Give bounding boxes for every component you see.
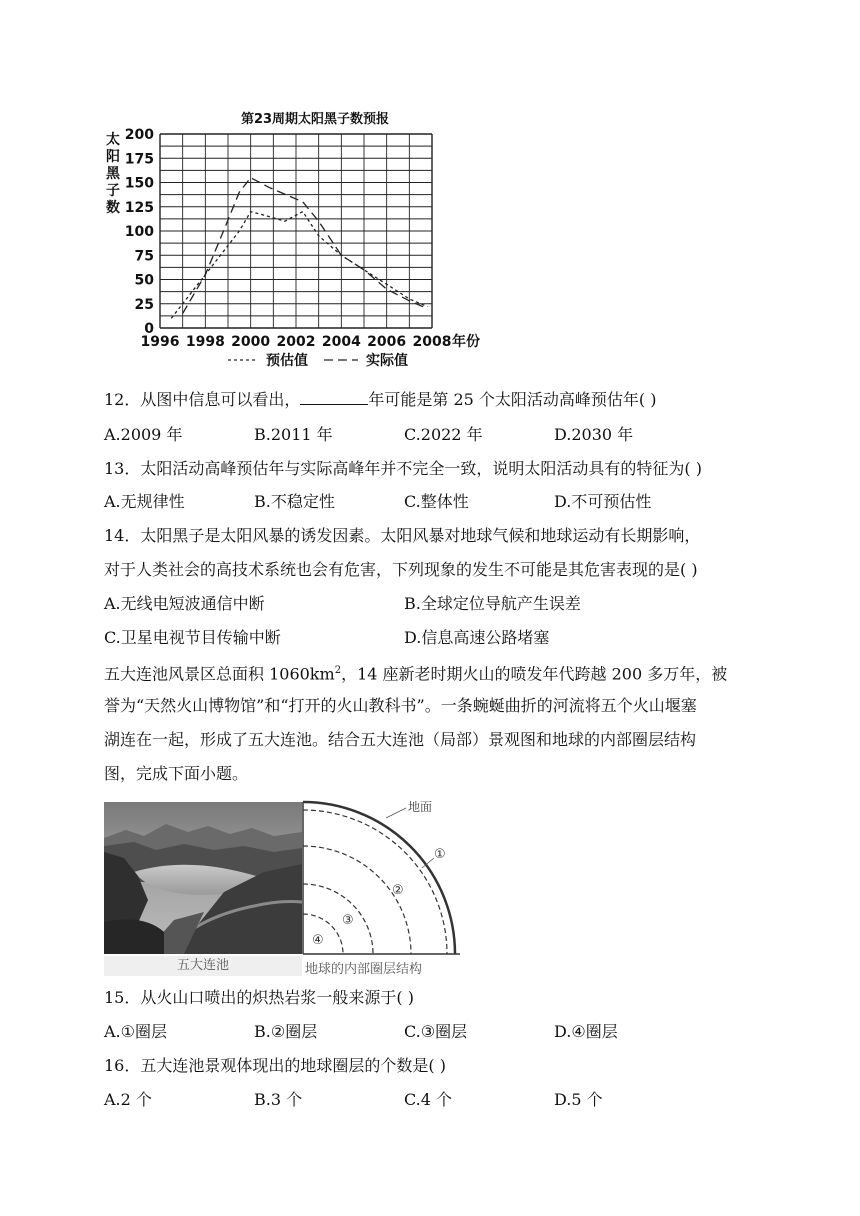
- layer-4-label: ④: [312, 933, 324, 948]
- question-12-stem: [104, 390, 656, 410]
- earth-structure-diagram: [302, 798, 462, 978]
- y-tick-label: 75: [134, 248, 154, 265]
- passage-line1: [104, 661, 754, 684]
- legend-label-estimate: 预估值: [266, 353, 308, 369]
- passage-line2: 誉为“天然火山博物馆”和“打开的火山教科书”。一条蜿蜒曲折的河流将五个火山堰塞: [104, 696, 697, 715]
- q14-option-a: A.无线电短波通信中断: [104, 594, 265, 613]
- passage-line4: 图，完成下面小题。: [104, 764, 249, 783]
- question-16-stem: 16．五大连池景观体现出的地球圈层的个数是( ): [104, 1056, 446, 1075]
- answer-blank: [300, 390, 368, 405]
- earth-caption: 地球的内部圈层结构: [305, 962, 423, 977]
- layer-2-label: ②: [392, 883, 404, 898]
- x-tick-label: 2002: [276, 334, 316, 350]
- x-tick-label: 1998: [185, 334, 225, 350]
- q12-stem-post: 年可能是第 25 个太阳活动高峰预估年( ): [368, 390, 657, 409]
- passage-line1-pre: 五大连池风景区总面积 1060km: [104, 664, 335, 684]
- q15-option-b: B.②圈层: [254, 1022, 318, 1041]
- x-tick-label: 2006: [367, 334, 407, 350]
- q15-option-c: C.③圈层: [404, 1022, 468, 1041]
- y-tick-label: 125: [124, 199, 154, 216]
- landscape-image: [104, 802, 302, 954]
- photo-caption: 五大连池: [104, 956, 302, 976]
- y-tick-label: 50: [134, 272, 154, 289]
- layer-3-label: ③: [342, 913, 354, 928]
- y-tick-label: 150: [124, 175, 154, 192]
- q12-option-a: A.2009 年: [104, 425, 183, 444]
- q14-option-c: C.卫星电视节目传输中断: [104, 628, 281, 647]
- q13-option-d: D.不可预估性: [554, 492, 652, 511]
- x-axis-label: 年份: [452, 334, 480, 350]
- q14-option-d: D.信息高速公路堵塞: [404, 628, 550, 647]
- legend-label-actual: 实际值: [366, 353, 408, 369]
- chart-plot: [100, 104, 490, 380]
- passage-line3: 湖连在一起，形成了五大连池。结合五大连池（局部）景观图和地球的内部圈层结构: [104, 730, 697, 749]
- question-13-stem: 13．太阳活动高峰预估年与实际高峰年并不完全一致，说明太阳活动具有的特征为( ): [104, 459, 702, 478]
- x-tick-label: 2008: [412, 334, 452, 350]
- q15-option-d: D.④圈层: [554, 1022, 618, 1041]
- x-tick-label: 1996: [140, 334, 180, 350]
- q12-option-c: C.2022 年: [404, 425, 483, 444]
- q16-option-d: D.5 个: [554, 1090, 603, 1109]
- q16-option-c: C.4 个: [404, 1090, 453, 1109]
- q14-option-b: B.全球定位导航产生误差: [404, 594, 581, 613]
- q16-option-b: B.3 个: [254, 1090, 303, 1109]
- question-14-stem-line2: 对于人类社会的高技术系统也会有危害，下列现象的发生不可能是其危害表现的是( ): [104, 560, 698, 579]
- series-line-actual: [183, 178, 428, 314]
- q12-option-d: D.2030 年: [554, 425, 634, 444]
- y-tick-label: 175: [124, 151, 154, 168]
- q15-option-a: A.①圈层: [104, 1022, 167, 1041]
- q13-option-b: B.不稳定性: [254, 492, 335, 511]
- q13-option-c: C.整体性: [404, 492, 469, 511]
- moho-arc: [303, 810, 447, 954]
- y-axis-label: 太阳黑子数: [106, 132, 120, 216]
- x-tick-label: 2000: [231, 334, 271, 350]
- y-tick-label: 25: [134, 296, 154, 313]
- y-tick-label: 0: [144, 321, 154, 337]
- passage-line1-post: ，14 座新老时期火山的喷发年代跨越 200 多万年，被: [341, 664, 728, 684]
- sunspot-chart: [100, 104, 490, 380]
- layer-1-label: ①: [434, 847, 446, 862]
- question-14-stem-line1: 14．太阳黑子是太阳风暴的诱发因素。太阳风暴对地球气候和地球运动有长期影响，: [104, 526, 701, 545]
- question-15-stem: 15．从火山口喷出的炽热岩浆一般来源于( ): [104, 988, 414, 1007]
- x-tick-label: 2004: [321, 334, 361, 350]
- chart-title: 第23周期太阳黑子数预报: [240, 112, 390, 127]
- q12-stem-pre: 12．从图中信息可以看出，: [104, 390, 301, 409]
- q13-option-a: A.无规律性: [104, 492, 185, 511]
- series-line-estimate: [171, 212, 427, 319]
- surface-leader: [386, 808, 406, 818]
- q16-option-a: A.2 个: [104, 1090, 152, 1109]
- wudalianchi-photo: [104, 802, 302, 954]
- superscript: 2: [334, 665, 342, 676]
- y-tick-label: 100: [124, 224, 154, 240]
- y-tick-label: 200: [124, 127, 154, 143]
- q12-option-b: B.2011 年: [254, 425, 333, 444]
- earth-layers-svg: [302, 798, 462, 978]
- surface-label: 地面: [408, 800, 433, 814]
